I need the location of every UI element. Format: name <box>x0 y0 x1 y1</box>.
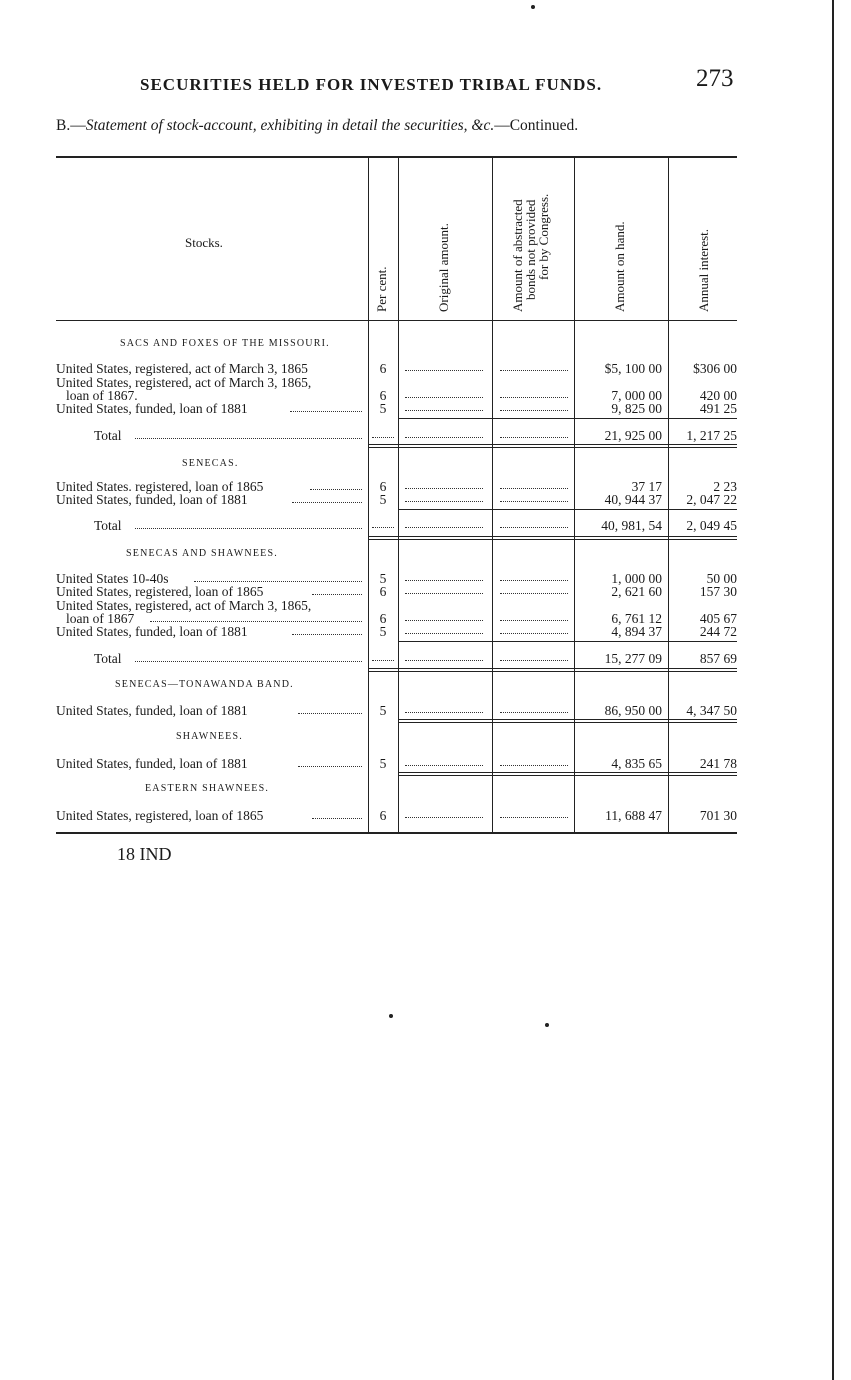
blank-leader <box>405 660 483 661</box>
annual-interest: 701 30 <box>699 808 737 823</box>
per-cent: 5 <box>379 492 387 507</box>
print-speck <box>389 1014 393 1018</box>
blank-leader <box>500 817 568 818</box>
blank-leader <box>500 660 568 661</box>
column-header-original-amount: Original amount. <box>436 223 451 312</box>
dot-leader <box>150 620 362 622</box>
table-row <box>0 756 851 770</box>
blank-leader <box>405 488 483 489</box>
annual-interest-total: 2, 049 45 <box>686 518 737 533</box>
blank-leader <box>405 410 483 411</box>
blank-leader <box>405 633 483 634</box>
column-header-amount-on-hand: Amount on hand. <box>612 221 627 312</box>
table-row <box>0 388 851 402</box>
total-double-rule <box>368 536 737 537</box>
total-double-rule <box>368 671 737 672</box>
per-cent: 6 <box>379 388 387 403</box>
stock-name-continued: loan of 1867. <box>66 388 138 403</box>
table-row <box>0 401 851 415</box>
blank-leader <box>405 580 483 581</box>
print-speck <box>545 1023 549 1027</box>
amount-on-hand-total: 21, 925 00 <box>604 428 662 443</box>
page-title: SECURITIES HELD FOR INVESTED TRIBAL FUNDS. <box>140 75 603 94</box>
subtotal-rule <box>398 509 737 510</box>
stock-name: United States, funded, loan of 1881 <box>56 756 248 771</box>
blank-leader <box>500 765 568 766</box>
blank-leader <box>500 527 568 528</box>
annual-interest-total: 1, 217 25 <box>686 428 737 443</box>
annual-interest: 157 30 <box>699 584 737 599</box>
dot-leader <box>312 593 362 595</box>
dot-leader <box>312 817 362 819</box>
caption-suffix: —Continued. <box>494 117 579 134</box>
amount-on-hand: 4, 894 37 <box>611 624 662 639</box>
amount-on-hand: 1, 000 00 <box>611 571 662 586</box>
column-header-abstracted-line-1: Amount of abstracted <box>510 199 525 312</box>
blank-leader <box>405 527 483 528</box>
total-double-rule <box>368 668 737 669</box>
annual-interest: 405 67 <box>699 611 737 626</box>
per-cent: 6 <box>379 361 387 376</box>
page-number: 273 <box>696 65 734 92</box>
section-title: SENECAS AND SHAWNEES. <box>126 548 278 559</box>
per-cent: 5 <box>379 756 387 771</box>
blank-leader <box>405 817 483 818</box>
blank-leader <box>500 712 568 713</box>
annual-interest: 491 25 <box>699 401 737 416</box>
table-row <box>0 479 851 493</box>
amount-on-hand: 37 17 <box>631 479 662 494</box>
column-header-abstracted-line-3: for by Congress. <box>536 193 551 280</box>
table-row <box>0 611 851 625</box>
annual-interest: 241 78 <box>699 756 737 771</box>
blank-leader <box>500 437 568 438</box>
total-row <box>0 428 851 442</box>
amount-on-hand: 2, 621 60 <box>611 584 662 599</box>
section-double-rule <box>398 719 737 720</box>
table-row <box>0 571 851 585</box>
stock-name: United States, registered, loan of 1865 <box>56 808 264 823</box>
section-title: SENECAS. <box>182 458 239 469</box>
annual-interest-total: 857 69 <box>699 651 737 666</box>
per-cent: 5 <box>379 703 387 718</box>
total-label: Total <box>94 518 122 533</box>
column-header-abstracted-line-2: bonds not provided <box>523 199 538 300</box>
table-row <box>0 703 851 717</box>
blank-leader <box>405 501 483 502</box>
table-row <box>0 584 851 598</box>
blank-leader <box>405 712 483 713</box>
dot-leader <box>135 660 362 662</box>
table-row <box>0 375 851 389</box>
blank-leader <box>500 633 568 634</box>
blank-leader <box>500 410 568 411</box>
column-header-per-cent: Per cent. <box>374 266 389 312</box>
stock-name: United States, registered, act of March 3, 1865, <box>56 375 312 390</box>
dot-leader <box>135 437 362 439</box>
dot-leader <box>292 633 362 635</box>
table-row <box>0 598 851 612</box>
dot-leader <box>194 580 362 582</box>
dot-leader <box>298 765 362 767</box>
total-double-rule <box>368 447 737 448</box>
table-top-rule <box>56 156 737 158</box>
amount-on-hand: 11, 688 47 <box>605 808 662 823</box>
dot-leader <box>310 488 362 490</box>
amount-on-hand-total: 40, 981, 54 <box>601 518 662 533</box>
stock-name: United States 10-40s <box>56 571 169 586</box>
annual-interest: 2 23 <box>713 479 737 494</box>
page-header <box>140 65 740 105</box>
blank-leader <box>405 437 483 438</box>
blank-leader <box>500 580 568 581</box>
amount-on-hand: $5, 100 00 <box>604 361 662 376</box>
total-label: Total <box>94 651 122 666</box>
amount-on-hand: 7, 000 00 <box>611 388 662 403</box>
blank-leader <box>405 593 483 594</box>
dot-leader <box>292 501 362 503</box>
section-double-rule <box>398 722 737 723</box>
annual-interest: 420 00 <box>699 388 737 403</box>
total-label: Total <box>94 428 122 443</box>
per-cent: 5 <box>379 624 387 639</box>
dot-leader <box>135 527 362 529</box>
column-header-stocks: Stocks. <box>185 235 223 250</box>
amount-on-hand: 86, 950 00 <box>604 703 662 718</box>
header-bottom-rule <box>56 320 737 321</box>
caption-italic: Statement of stock-account, exhibiting in detail the securities, &c. <box>85 117 495 134</box>
per-cent: 5 <box>379 401 387 416</box>
amount-on-hand-total: 15, 277 09 <box>604 651 662 666</box>
section-title: SENECAS—TONAWANDA BAND. <box>115 679 294 690</box>
blank-leader <box>500 501 568 502</box>
stock-name-continued: loan of 1867 <box>66 611 135 626</box>
table-bottom-rule <box>56 832 737 834</box>
amount-on-hand: 40, 944 37 <box>604 492 662 507</box>
table-caption <box>56 117 578 135</box>
stock-name: United States, registered, act of March 3, 1865, <box>56 598 312 613</box>
stock-name: United States. registered, loan of 1865 <box>56 479 264 494</box>
annual-interest: 244 72 <box>699 624 737 639</box>
blank-leader <box>405 370 483 371</box>
annual-interest: $306 00 <box>693 361 737 376</box>
stock-name: United States, funded, loan of 1881 <box>56 492 248 507</box>
blank-leader <box>500 370 568 371</box>
amount-on-hand: 4, 835 65 <box>611 756 662 771</box>
per-cent: 6 <box>379 808 387 823</box>
section-title: EASTERN SHAWNEES. <box>145 783 270 794</box>
table-row <box>0 808 851 822</box>
amount-on-hand: 6, 761 12 <box>611 611 662 626</box>
dot-leader <box>290 410 362 412</box>
table-row <box>0 624 851 638</box>
subtotal-rule <box>398 418 737 419</box>
annual-interest: 50 00 <box>706 571 737 586</box>
blank-leader <box>500 620 568 621</box>
blank-leader <box>405 397 483 398</box>
amount-on-hand: 9, 825 00 <box>611 401 662 416</box>
section-double-rule <box>398 775 737 776</box>
stock-name: United States, registered, loan of 1865 <box>56 584 264 599</box>
stock-name: United States, funded, loan of 1881 <box>56 401 248 416</box>
print-speck <box>531 5 535 9</box>
blank-leader <box>500 397 568 398</box>
blank-leader <box>405 765 483 766</box>
section-title: SACS AND FOXES OF THE MISSOURI. <box>120 338 330 349</box>
blank-leader <box>500 593 568 594</box>
table-row <box>0 492 851 506</box>
section-double-rule <box>398 772 737 773</box>
annual-interest: 4, 347 50 <box>686 703 737 718</box>
stock-name: United States, registered, act of March 3, 1865 <box>56 361 308 376</box>
dot-leader <box>298 712 362 714</box>
total-row <box>0 651 851 665</box>
per-cent: 6 <box>379 479 387 494</box>
per-cent: 6 <box>379 584 387 599</box>
blank-leader <box>372 660 394 661</box>
blank-leader <box>500 488 568 489</box>
table-row <box>0 361 851 375</box>
per-cent: 5 <box>379 571 387 586</box>
signature-mark: 18 IND <box>117 844 172 864</box>
blank-leader <box>372 527 394 528</box>
blank-leader <box>405 620 483 621</box>
stock-name: United States, funded, loan of 1881 <box>56 703 248 718</box>
caption-prefix: B.— <box>56 117 86 134</box>
section-title: SHAWNEES. <box>176 731 243 742</box>
total-row <box>0 518 851 532</box>
stock-name: United States, funded, loan of 1881 <box>56 624 248 639</box>
total-double-rule <box>368 539 737 540</box>
per-cent: 6 <box>379 611 387 626</box>
blank-leader <box>372 437 394 438</box>
subtotal-rule <box>398 641 737 642</box>
annual-interest: 2, 047 22 <box>686 492 737 507</box>
total-double-rule <box>368 444 737 445</box>
column-header-annual-interest: Annual interest. <box>696 228 711 312</box>
